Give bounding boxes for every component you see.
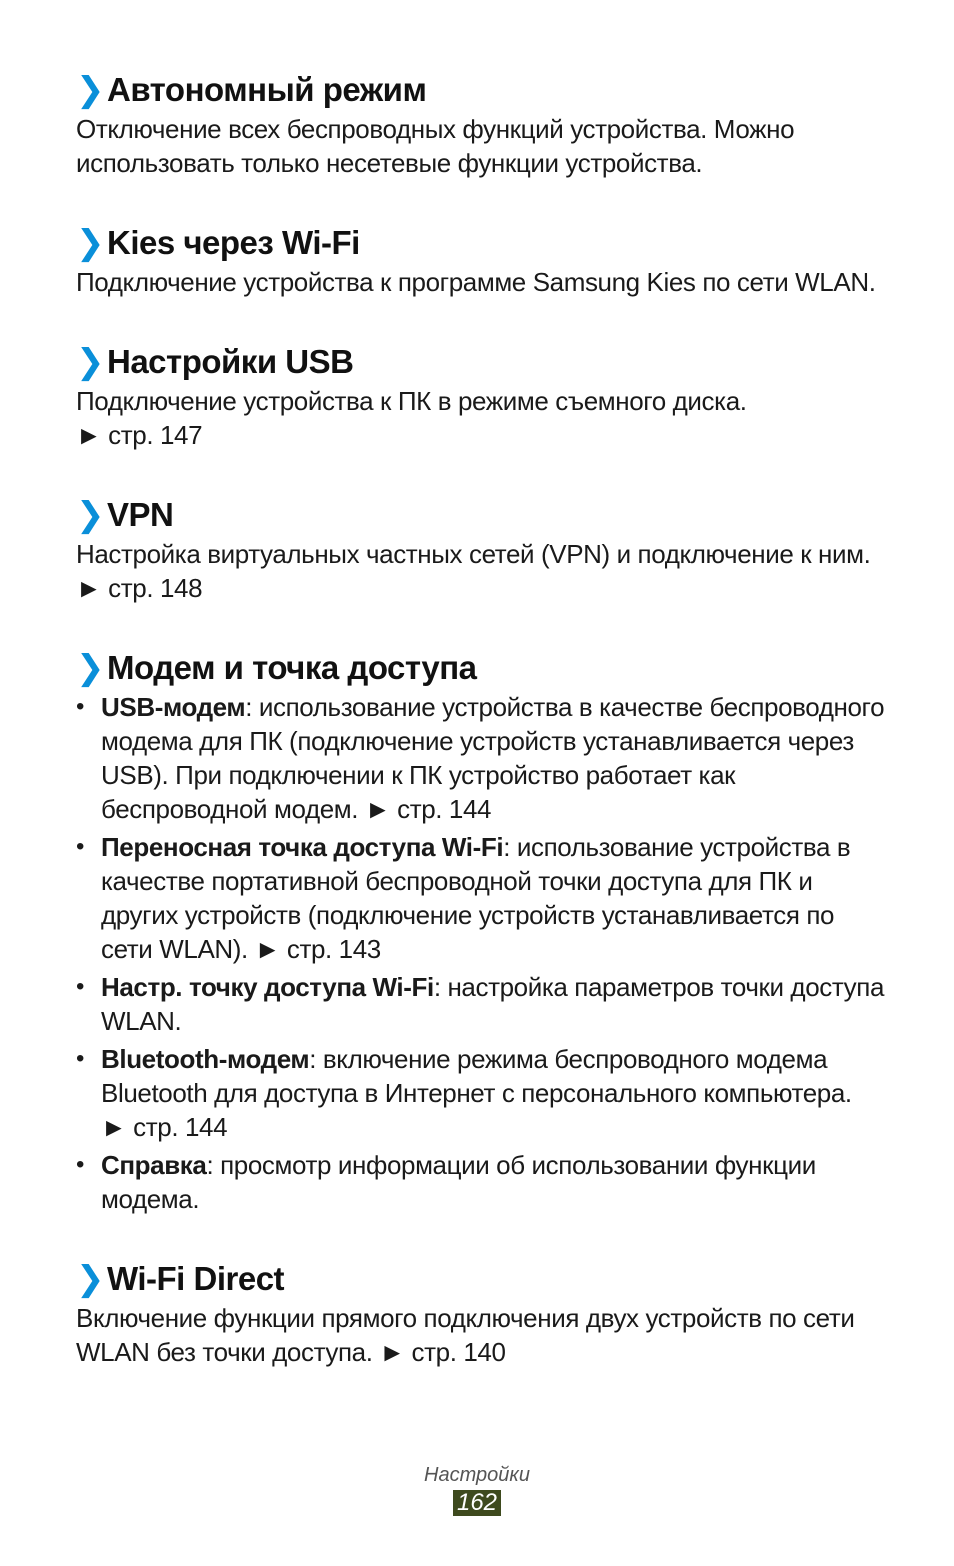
item-term: Переносная точка доступа Wi-Fi — [101, 832, 504, 862]
section-heading — [76, 221, 886, 265]
section-title: VPN — [107, 496, 174, 533]
item-text: : настройка параметров точки доступа WLAN. — [101, 972, 884, 1036]
item-text: : просмотр информации об использовании функции модема. — [101, 1150, 816, 1214]
section-title: Wi-Fi Direct — [107, 1260, 285, 1297]
page-footer — [0, 1462, 954, 1516]
bullet-icon: • — [76, 1151, 85, 1178]
chevron-right-icon: ❯ — [76, 71, 104, 109]
list-item — [76, 830, 886, 966]
chevron-right-icon: ❯ — [76, 1260, 104, 1298]
section-body: Подключение устройства к ПК в режиме съемного диска. ► стр. 147 — [76, 386, 747, 450]
section-title: Kies через Wi-Fi — [107, 224, 360, 261]
section-body: Отключение всех беспроводных функций устройства. Можно использовать только несетевые функции устройства. — [76, 114, 795, 178]
section-airplane-mode — [76, 68, 886, 180]
chevron-right-icon: ❯ — [76, 343, 104, 381]
section-vpn — [76, 493, 886, 605]
section-title: Настройки USB — [107, 343, 354, 380]
section-kies-wifi — [76, 221, 886, 299]
page-number-badge: 162 — [453, 1490, 501, 1516]
item-term: Настр. точку доступа Wi-Fi — [101, 972, 434, 1002]
bullet-icon: • — [76, 973, 85, 1000]
page-reference-link[interactable]: ► стр. 147 — [76, 420, 203, 450]
bullet-icon: • — [76, 1045, 85, 1072]
bullet-icon: • — [76, 693, 85, 720]
section-heading — [76, 340, 886, 384]
chevron-right-icon: ❯ — [76, 224, 104, 262]
item-term: Bluetooth-модем — [101, 1044, 310, 1074]
bullet-list — [76, 690, 886, 1216]
page-reference-link[interactable]: ► стр. 144 — [101, 1112, 228, 1142]
list-item — [76, 690, 886, 826]
section-body: Подключение устройства к программе Samsung Kies по сети WLAN. — [76, 267, 876, 297]
page-reference-link[interactable]: ► стр. 144 — [364, 794, 492, 824]
item-text: : использование устройства в качестве портативной беспроводной точки доступа для ПК и других устройств (подключение устройств устанавливается по сети WLAN). — [101, 832, 851, 964]
page-reference-link[interactable]: ► стр. 143 — [254, 934, 381, 964]
section-usb-settings — [76, 340, 886, 452]
bullet-icon: • — [76, 833, 85, 860]
section-modem-hotspot — [76, 646, 886, 1216]
section-heading — [76, 68, 886, 112]
list-item — [76, 1042, 886, 1144]
page-reference-link[interactable]: ► стр. 148 — [76, 573, 203, 603]
section-body: Настройка виртуальных частных сетей (VPN) и подключение к ним. ► стр. 148 — [76, 539, 871, 603]
item-term: Справка — [101, 1150, 207, 1180]
list-item — [76, 970, 886, 1038]
chapter-label: Настройки — [424, 1464, 530, 1486]
chevron-right-icon: ❯ — [76, 496, 104, 534]
section-heading — [76, 493, 886, 537]
chevron-right-icon: ❯ — [76, 649, 104, 687]
item-text: : включение режима беспроводного модема Bluetooth для доступа в Интернет с персонального компьютера. — [101, 1044, 852, 1108]
document-page — [76, 68, 886, 1410]
section-title: Модем и точка доступа — [107, 649, 477, 686]
item-text: : использование устройства в качестве беспроводного модема для ПК (подключение устройств устанавливается через USB). При подключении к ПК устройство работает как беспроводной модем. — [101, 692, 885, 824]
section-wifi-direct — [76, 1257, 886, 1369]
page-reference-link[interactable]: ► стр. 140 — [379, 1337, 506, 1367]
section-heading — [76, 1257, 886, 1301]
section-heading — [76, 646, 886, 690]
item-term: USB-модем — [101, 692, 246, 722]
list-item — [76, 1148, 886, 1216]
section-title: Автономный режим — [107, 71, 427, 108]
section-body: Включение функции прямого подключения двух устройств по сети WLAN без точки доступа. ► стр. 140 — [76, 1303, 855, 1367]
